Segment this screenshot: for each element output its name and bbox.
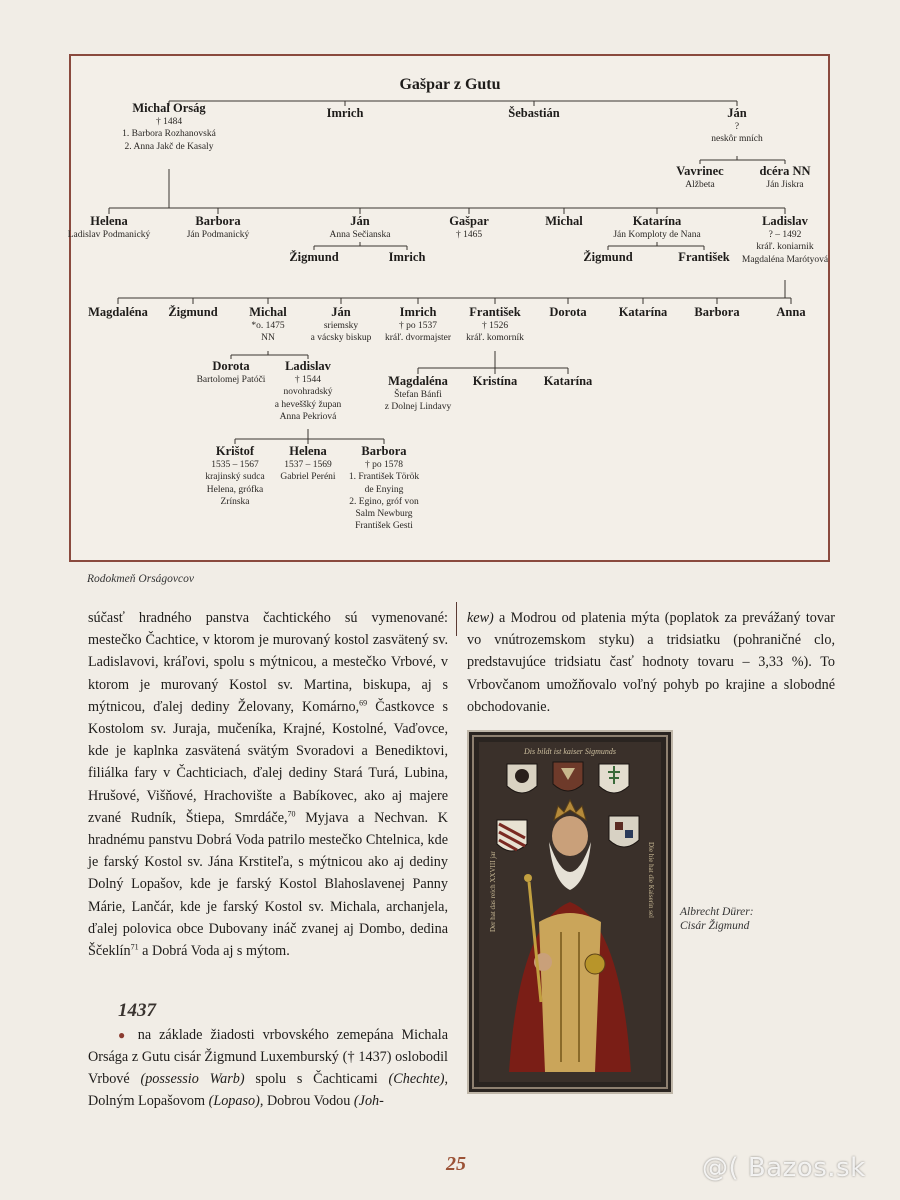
tree-person-detail: kráľ. komorník [466,333,524,344]
tree-person-name: Helena [90,214,128,228]
watermark-logo: @( Bazos.sk [702,1153,866,1183]
tree-person-detail: † 1465 [455,230,483,240]
tree-person-name: Katarína [632,214,682,228]
text-part: Častkovce s Kostolom sv. Juraja, mučeníka, Krajné, Kostolné, Vaďovce, kde je kaplnka zasvätená svätým Svoradovi a Benediktovi, filiálka fary v Čachticiach, ďalej dediny Stará Turá, Lubina, Hrušové, Višňové, Hrachovište a Babíkovec, ako aj majere zvané Rudník, Štiepa, Smrdáče, [88,698,449,826]
bullet-icon: ● [118,1028,130,1042]
tree-person-name: Magdaléna [88,305,148,319]
tree-person-name: František [469,305,521,319]
tree-person-name: Žigmund [168,305,218,319]
portrait-caption-artist: Albrecht Dürer: [680,906,754,918]
tree-person [187,214,250,241]
tree-person-detail: † 1484 [155,117,183,127]
tree-person-name: Imrich [388,250,426,264]
tree-person-name: Barbora [195,214,241,228]
tree-person-detail: ? [734,122,740,132]
latin-term: (Joh- [353,1093,384,1109]
tree-person-detail: 2. Egino, gróf von [349,496,419,507]
tree-person [678,250,729,265]
latin-term: kew) [467,610,494,626]
tree-person-detail: Ján Jiskra [766,180,804,190]
tree-person-name: Ján [331,305,351,319]
tree-person-detail: † po 1578 [365,460,403,470]
latin-term: (Chechte) [388,1071,445,1087]
tree-caption: Rodokmeň Orságovcov [87,573,194,585]
column-divider [456,602,457,636]
tree-person-name: Imrich [326,106,364,120]
tree-person [473,374,517,389]
footnote-71: 71 [130,942,139,952]
tree-person-name: Ladislav [285,359,331,373]
tree-person [385,305,451,345]
portrait-caption-title: Cisár Žigmund [680,920,750,932]
tree-person-name: Helena [289,444,327,458]
page-number: 25 [446,1153,466,1175]
tree-person [583,250,632,265]
tree-person-detail: 1. František Török [348,472,420,483]
tree-person [449,214,489,241]
tree-person-name: Krištof [215,444,255,458]
tree-person-name: Magdaléna [388,374,448,388]
tree-person-name: Ján [727,106,747,120]
tree-person-detail: Helena, grófka [206,484,264,495]
tree-person [389,250,426,265]
tree-person-detail: 2. Anna Jakč de Kasaly [124,141,214,152]
tree-person-detail: z Dolnej Lindavy [384,402,452,413]
tree-person-name: Vavrinec [676,164,724,178]
tree-person-detail: NN [261,333,275,344]
tree-person-detail: † 1544 [294,375,322,385]
tree-person [122,101,216,153]
tree-person-detail: Alžbeta [685,180,715,190]
latin-term: (Lopaso) [208,1093,260,1109]
tree-person-detail: Štefan Bánfi [394,390,442,400]
tree-person-name: Šebastián [508,106,560,120]
tree-person [776,305,805,320]
text-part: , Dolným Lopašovom [88,1071,449,1109]
tree-person-detail: Ladislav Podmanický [67,230,151,240]
tree-person-detail: sriemsky [323,321,359,331]
text-part: súčasť hradného panstva čachtického sú vymenované: mestečko Čachtice, v ktorom je murovaný kostol zasvätený sv. Ladislavovi, kráľovi, spolu s mýtnicou, a mestečko Vrbové, v ktorom je murovaný Kostol sv. Martina, biskupa, aj s mýtnicou, ďalej dediny Želovany, Komárno, [88,610,448,715]
text-part: a Modrou od platenia mýta (poplatok za prevážaný tovar vo vnútrozemskom styku) a tridsiatku (pohraničné clo, predstavujúce tridsiatu časť hodnoty tovaru – 3,33 %). To Vrbovčanom umožňovalo voľný pohyb po krajine a slobodné obchodovanie. [467,610,835,715]
tree-person [249,305,287,345]
tree-person [289,250,338,265]
tree-person-name: Dorota [212,359,250,373]
year-heading: 1437 [118,1000,156,1021]
text-part: na základe žiadosti vrbovského zemepána Michala Orsága z Gutu cisár Žigmund Luxemburský († 1437) oslobodil Vrbové [88,1027,448,1087]
text-part: a Dobrá Voda aj s mýtom. [138,943,290,960]
tree-person [385,374,451,414]
tree-person [280,444,335,484]
tree-person-name: Barbora [361,444,407,458]
tree-person [466,305,524,345]
footnote-69: 69 [359,698,368,708]
tree-person-name: František [678,250,730,264]
tree-person-detail: *o. 1475 [251,321,285,331]
tree-person [613,214,700,241]
tree-person-detail: novohradský [283,387,333,398]
right-column [467,607,835,718]
right-paragraph [467,607,835,718]
tree-person-name: Imrich [399,305,437,319]
tree-person [619,305,668,320]
tree-person-detail: kráľ. dvormajster [384,333,452,344]
tree-person-name: Žigmund [289,250,339,264]
tree-person [327,106,364,121]
tree-person-detail: a heveššký župan [274,399,342,410]
tree-person-name: Katarína [543,374,593,388]
tree-person-name: Dorota [549,305,587,319]
tree-person [330,214,391,241]
tree-person [508,106,559,121]
tree-person [742,214,828,266]
tree-person-detail: Anna Pekriová [279,411,337,422]
tree-person [759,164,810,191]
tree-person-name: Michal [545,214,583,228]
tree-person-detail: Gabriel Peréni [280,472,336,483]
left-paragraph [88,607,448,962]
tree-person-detail: Anna Sečianska [329,230,391,240]
tree-person-detail: 1. Barbora Rozhanovská [122,129,216,140]
text-part: , Dobrou Vodou [259,1093,354,1109]
tree-root [399,76,500,94]
tree-person-detail: † po 1537 [399,321,437,331]
tree-person-detail: Magdaléna Marótyová [741,254,829,265]
tree-person-detail: Salm Newburg [355,509,413,520]
tree-person-name: Michal [249,305,287,319]
tree-person-detail: † 1526 [481,321,509,331]
svg-text:Dis bildt ist kaiser Sigmunds: Dis bildt ist kaiser Sigmunds [523,747,617,756]
family-tree [69,54,830,562]
tree-person [275,359,341,423]
tree-person [676,164,723,191]
tree-person-detail: Zrínska [220,496,250,507]
emperor-sigismund-painting [469,732,671,1092]
text-part: spolu s Čachticami [244,1071,389,1087]
tree-person-detail: Bartolomej Patóči [196,375,266,385]
tree-person-detail: Ján Komploty de Nana [613,230,701,240]
left-column [88,607,448,962]
portrait-caption [680,905,754,933]
tree-person-detail: neskôr mních [711,134,763,145]
tree-person-name: Michal Orság [132,101,206,115]
tree-person [349,444,419,533]
tree-person-name: Žigmund [583,250,633,264]
tree-person-detail: 1535 – 1567 [211,460,259,470]
tree-person [205,444,264,508]
tree-person-detail: František Gesti [355,521,413,532]
tree-person [545,214,583,229]
latin-term: (possessio Warb) [140,1071,245,1087]
svg-text:Der hat das reich XXVIII jar: Der hat das reich XXVIII jar [489,851,497,932]
tree-person-detail: Ján Podmanický [186,230,250,240]
tree-person [544,374,593,389]
tree-person-name: Kristína [472,374,518,388]
tree-person-detail: kráľ. koniarnik [756,242,814,253]
tree-person [311,305,372,345]
tree-person-name: Anna [776,305,806,319]
tree-person-name: Katarína [618,305,668,319]
tree-person-name: dcéra NN [759,164,811,178]
tree-person-name: Ladislav [762,214,808,228]
tree-person-name: Ján [350,214,370,228]
tree-person [549,305,586,320]
tree-person [168,305,217,320]
tree-person [197,359,266,386]
text-part: Myjava a Nechvan. K hradnému panstvu Dobrá Voda patrilo mestečko Chtelnica, kde je farský Kostol sv. Jána Krstiteľa, s mýtnicou ako aj dediny Dolný Lopašov, kde je farský Kostol Blahoslavenej Panny Márie, Lančár, kde je farský Kostol sv. Michala, archanjela, ďalej polovica obce Dubovany ináč zvanej aj Dombo, dedina Ščeklín [88,809,448,960]
tree-person-detail: de Enying [364,484,404,495]
tree-person-detail: a vácsky biskup [310,333,372,344]
tree-person-name: Gašpar [449,214,489,228]
portrait-image [467,730,673,1094]
tree-root-name: Gašpar z Gutu [399,76,501,93]
footnote-70: 70 [287,809,296,819]
tree-person-name: Barbora [694,305,740,319]
tree-person [68,214,151,241]
tree-person-detail: 1537 – 1569 [284,460,332,470]
entry-1437 [88,1024,448,1112]
tree-person [694,305,739,320]
svg-text:Die hie hat die Kaiserin sel: Die hie hat die Kaiserin sel [647,842,655,919]
tree-person [88,305,148,320]
tree-person-detail: ? – 1492 [768,230,802,240]
tree-person-detail: krajinský sudca [205,472,265,483]
tree-person [711,106,762,146]
